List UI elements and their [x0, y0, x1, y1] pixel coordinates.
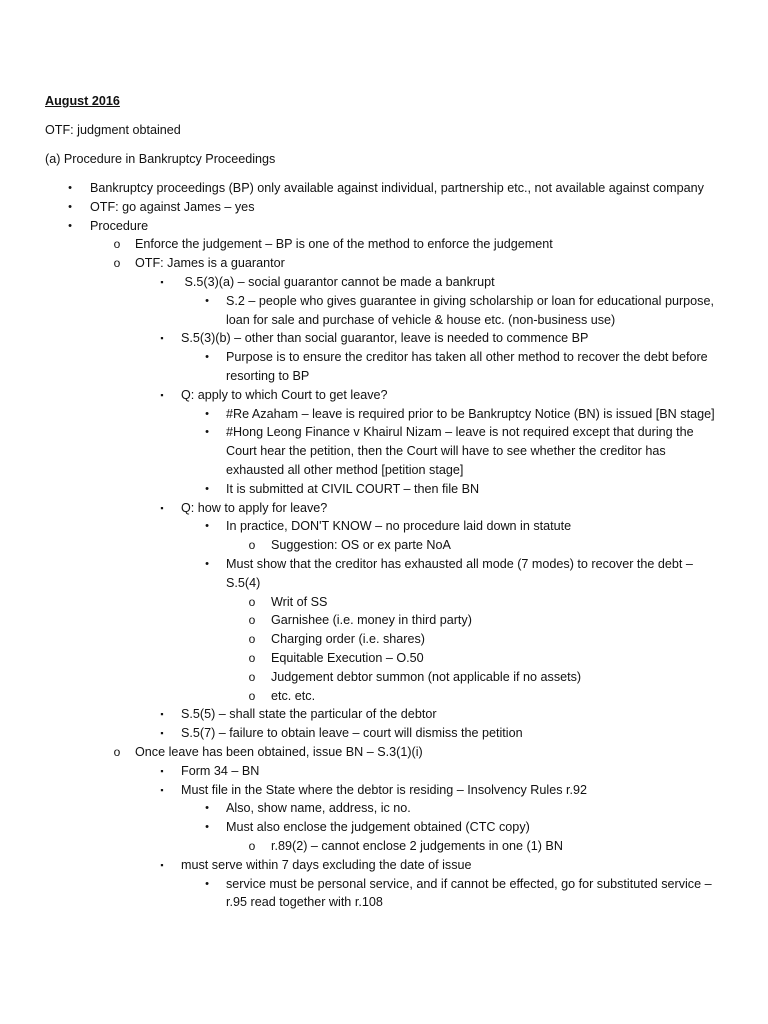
list-item-text: Bankruptcy proceedings (BP) only available against individual, partnership etc., not available against company — [90, 181, 704, 195]
list-bullet-icon: ▪ — [160, 389, 164, 400]
list-bullet-icon: • — [205, 877, 209, 890]
list-item-text: r.95 read together with r.108 — [226, 895, 383, 910]
list-item-text: OTF: James is a guarantor — [135, 256, 285, 271]
list-item-text: Must show that the creditor has exhausted all mode (7 modes) to recover the debt – — [226, 557, 693, 571]
list-bullet-icon: • — [68, 200, 72, 213]
list-bullet-icon: o — [248, 839, 256, 853]
list-bullet-icon: ▪ — [160, 728, 164, 739]
list-bullet-icon: o — [113, 745, 121, 759]
list-bullet-icon: • — [205, 426, 209, 439]
list-item-text: etc. etc. — [271, 688, 316, 703]
list-item-text: Must also enclose the judgement obtained (CTC copy) — [226, 820, 530, 835]
list-item-text: S.5(3)(a) – social guarantor cannot be made a bankrupt — [181, 275, 495, 289]
list-item-text: Judgement debtor summon (not applicable if no assets) — [271, 669, 582, 684]
list-item-text: #Re Azaham – leave is required prior to be Bankruptcy Notice (BN) is issued [BN stage] — [226, 406, 715, 421]
list-item-text: Charging order (i.e. shares) — [271, 632, 425, 647]
list-bullet-icon: o — [248, 632, 256, 647]
list-bullet-icon: • — [205, 294, 209, 307]
list-item-text: Equitable Execution – O.50 — [271, 651, 424, 665]
list-item-text: Form 34 – BN — [181, 763, 260, 778]
list-item-text: loan for sale and purchase of vehicle & house etc. (non-business use) — [226, 312, 616, 327]
list-item-text: S.2 – people who gives guarantee in giving scholarship or loan for educational purpose, — [226, 293, 714, 308]
list-item-text: It is submitted at CIVIL COURT – then file BN — [226, 481, 480, 496]
list-item-text: must serve within 7 days excluding the date of issue — [181, 857, 472, 872]
list-bullet-icon: ▪ — [160, 333, 164, 344]
list-bullet-icon: ▪ — [160, 709, 164, 720]
list-item-text: #Hong Leong Finance v Khairul Nizam – leave is not required except that during the — [226, 425, 694, 440]
list-item-text: resorting to BP — [226, 369, 310, 383]
list-item-text: Writ of SS — [271, 594, 328, 609]
list-bullet-icon: • — [205, 558, 209, 570]
list-item-text: Court hear the petition, then the Court will have to see whether the creditor has — [226, 444, 666, 459]
list-bullet-icon: • — [205, 802, 209, 815]
list-item-text: S.5(5) – shall state the particular of the debtor — [181, 707, 437, 722]
list-item-text: Suggestion: OS or ex parte NoA — [271, 538, 451, 553]
list-item-text: Purpose is to ensure the creditor has taken all other method to recover the debt before — [226, 350, 708, 365]
list-item-text: In practice, DON'T KNOW – no procedure laid down in statute — [226, 519, 572, 534]
list-bullet-icon: • — [205, 407, 209, 420]
list-item-text: Must file in the State where the debtor is residing – Insolvency Rules r.92 — [181, 782, 588, 797]
list-bullet-icon: ▪ — [160, 277, 164, 287]
list-bullet-icon: o — [248, 669, 256, 684]
list-item-text: S.5(4) — [226, 575, 261, 590]
list-item-text: Enforce the judgement – BP is one of the method to enforce the judgement — [135, 237, 553, 252]
list-bullet-icon: ▪ — [160, 502, 164, 513]
list-bullet-icon: o — [248, 594, 256, 609]
list-item-text: exhausted all other method [petition stage] — [226, 463, 464, 477]
list-bullet-icon: • — [205, 520, 209, 533]
list-item-text: Q: how to apply for leave? — [181, 500, 328, 515]
list-bullet-icon: ▪ — [160, 784, 164, 795]
list-item-text: S.5(7) – failure to obtain leave – court will dismiss the petition — [181, 726, 523, 741]
list-item-text: Once leave has been obtained, issue BN – S.3(1)(i) — [135, 745, 423, 759]
list-bullet-icon: • — [205, 821, 209, 834]
list-bullet-icon: o — [248, 688, 256, 703]
list-bullet-icon: ▪ — [160, 765, 164, 776]
list-item-text: service must be personal service, and if cannot be effected, go for substituted service – — [226, 876, 712, 891]
list-bullet-icon: ▪ — [160, 859, 164, 870]
list-bullet-icon: o — [248, 538, 256, 553]
list-item-text: Procedure — [90, 218, 149, 233]
list-bullet-icon: o — [248, 651, 256, 665]
list-bullet-icon: • — [68, 219, 72, 232]
list-bullet-icon: o — [248, 613, 256, 628]
list-bullet-icon: o — [113, 256, 121, 271]
section-heading: (a) Procedure in Bankruptcy Proceedings — [45, 152, 276, 166]
list-item-text: Garnishee (i.e. money in third party) — [271, 613, 472, 628]
list-bullet-icon: • — [205, 351, 209, 364]
list-item-text: OTF: go against James – yes — [90, 199, 255, 214]
list-bullet-icon: o — [113, 237, 121, 252]
list-item-text: Also, show name, address, ic no. — [226, 801, 411, 816]
list-item-text: Q: apply to which Court to get leave? — [181, 387, 388, 402]
list-bullet-icon: • — [68, 182, 72, 194]
document-title: August 2016 — [45, 94, 120, 108]
list-bullet-icon: • — [205, 482, 209, 495]
list-item-text: S.5(3)(b) – other than social guarantor, leave is needed to commence BP — [181, 331, 589, 346]
list-item-text: r.89(2) – cannot enclose 2 judgements in one (1) BN — [271, 839, 563, 853]
intro-line: OTF: judgment obtained — [45, 123, 181, 137]
